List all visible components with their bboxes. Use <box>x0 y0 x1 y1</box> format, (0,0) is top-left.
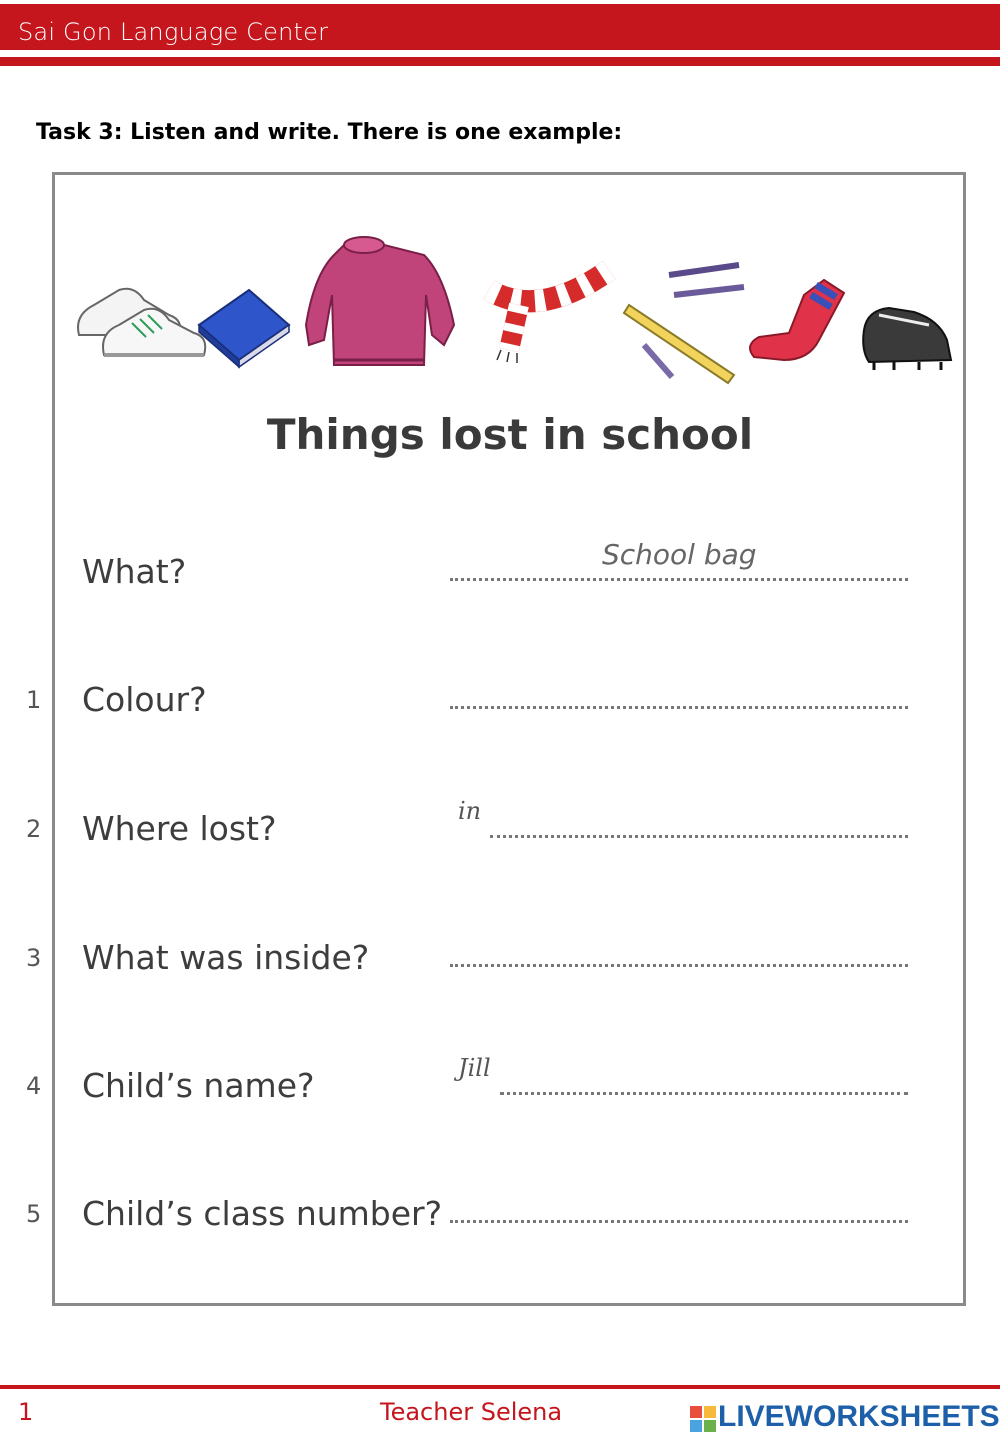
sweater-icon <box>306 237 454 365</box>
question-row-5 <box>0 1180 1000 1240</box>
answer-prefix: Jill <box>458 1054 491 1082</box>
book-icon <box>199 290 289 367</box>
scarf-icon <box>489 270 609 363</box>
row-label: What? <box>82 552 187 591</box>
row-label: Child’s class number? <box>82 1194 443 1233</box>
center-name: Sai Gon Language Center <box>18 18 329 46</box>
row-number: 2 <box>26 815 42 843</box>
row-number: 4 <box>26 1072 42 1100</box>
ruler-and-pencils-icon <box>624 265 744 383</box>
illustrations-strip <box>64 205 964 395</box>
liveworksheets-logo-icon <box>690 1406 716 1432</box>
task-heading: Task 3: Listen and write. There is one example: <box>36 120 623 145</box>
answer-field[interactable] <box>450 706 908 709</box>
header-bar <box>0 4 1000 50</box>
row-number: 3 <box>26 944 42 972</box>
answer-field[interactable] <box>450 578 908 581</box>
question-row-3 <box>0 924 1000 984</box>
page-number: 1 <box>18 1398 34 1426</box>
footer-divider <box>0 1385 1000 1389</box>
sneakers-icon <box>78 289 205 355</box>
row-label: Where lost? <box>82 809 277 848</box>
answer-field[interactable] <box>450 1220 908 1223</box>
answer-field[interactable] <box>450 964 908 967</box>
example-answer: School bag <box>602 538 757 571</box>
row-label: Child’s name? <box>82 1066 315 1105</box>
row-label: What was inside? <box>82 938 370 977</box>
question-row-1 <box>0 666 1000 726</box>
row-number: 1 <box>26 686 42 714</box>
question-row-2 <box>0 795 1000 855</box>
row-number: 5 <box>26 1200 42 1228</box>
question-row-example <box>0 538 1000 598</box>
answer-field[interactable] <box>500 1092 908 1095</box>
header-divider <box>0 57 1000 66</box>
answer-field[interactable] <box>490 835 908 838</box>
answer-prefix: in <box>458 797 482 825</box>
worksheet-title: Things lost in school <box>266 410 754 459</box>
sock-icon <box>750 280 844 360</box>
logo-text: LIVEWORKSHEETS <box>718 1400 1000 1433</box>
row-label: Colour? <box>82 680 207 719</box>
football-boot-icon <box>863 308 951 370</box>
teacher-name: Teacher Selena <box>380 1398 563 1426</box>
question-row-4 <box>0 1052 1000 1112</box>
